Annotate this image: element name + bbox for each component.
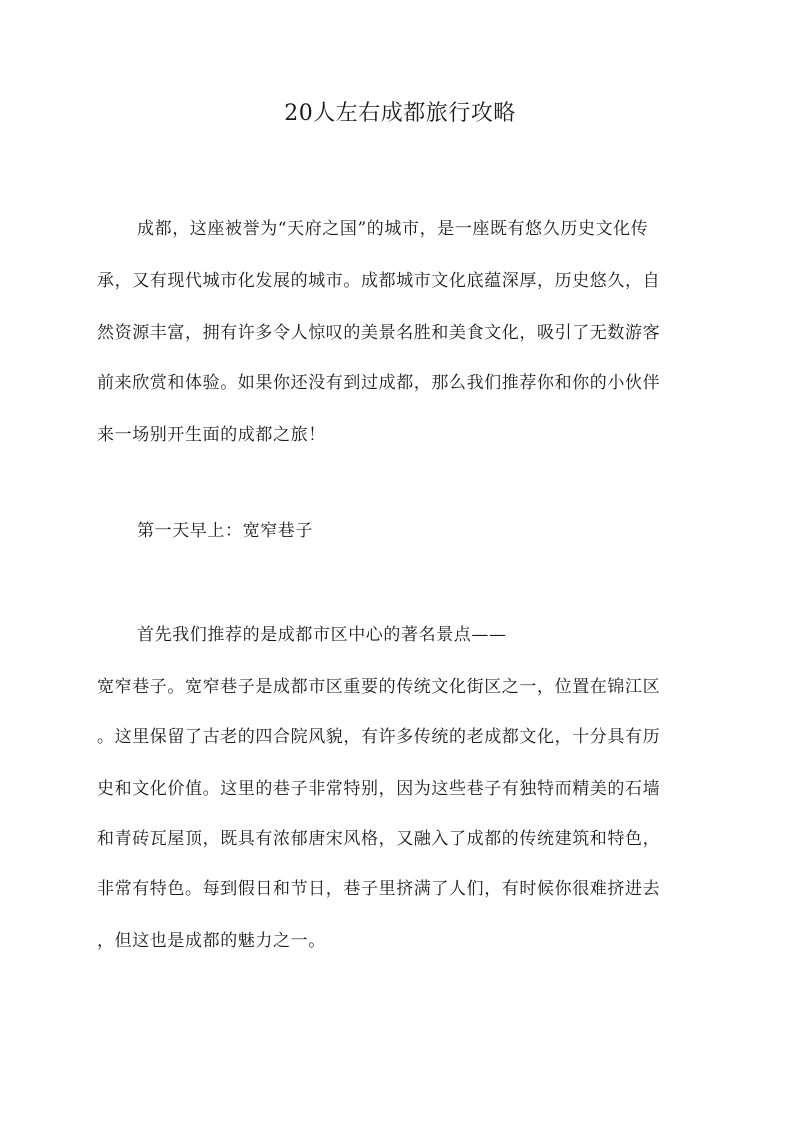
section-line-6: 非常有特色。每到假日和节日，巷子里挤满了人们，有时候你很难挤进去 xyxy=(97,879,661,899)
section-line-1: 首先我们推荐的是成都市区中心的著名景点—— xyxy=(137,625,507,645)
section-line-5: 和青砖瓦屋顶，既具有浓郁唐宋风格，又融入了成都的传统建筑和特色， xyxy=(97,829,661,849)
intro-line-2: 承，又有现代城市化发展的城市。成都城市文化底蕴深厚，历史悠久，自 xyxy=(97,271,661,291)
section-line-2: 宽窄巷子。宽窄巷子是成都市区重要的传统文化街区之一，位置在锦江区 xyxy=(97,677,661,697)
document-title: 20人左右成都旅行攻略 xyxy=(284,101,516,126)
intro-line-5: 来一场别开生面的成都之旅！ xyxy=(97,425,326,445)
intro-line-4: 前来欣赏和体验。如果你还没有到过成都，那么我们推荐你和你的小伙伴 xyxy=(97,373,661,393)
intro-line-3: 然资源丰富，拥有许多令人惊叹的美景名胜和美食文化，吸引了无数游客 xyxy=(97,323,661,343)
section-line-4: 史和文化价值。这里的巷子非常特别，因为这些巷子有独特而精美的石墙 xyxy=(97,779,661,799)
section-line-3: 。这里保留了古老的四合院风貌，有许多传统的老成都文化，十分具有历 xyxy=(97,727,661,747)
section-line-7: ，但这也是成都的魅力之一。 xyxy=(97,931,326,951)
section-heading: 第一天早上：宽窄巷子 xyxy=(137,521,313,541)
intro-line-1: 成都，这座被誉为“天府之国”的城市，是一座既有悠久历史文化传 xyxy=(137,219,649,239)
